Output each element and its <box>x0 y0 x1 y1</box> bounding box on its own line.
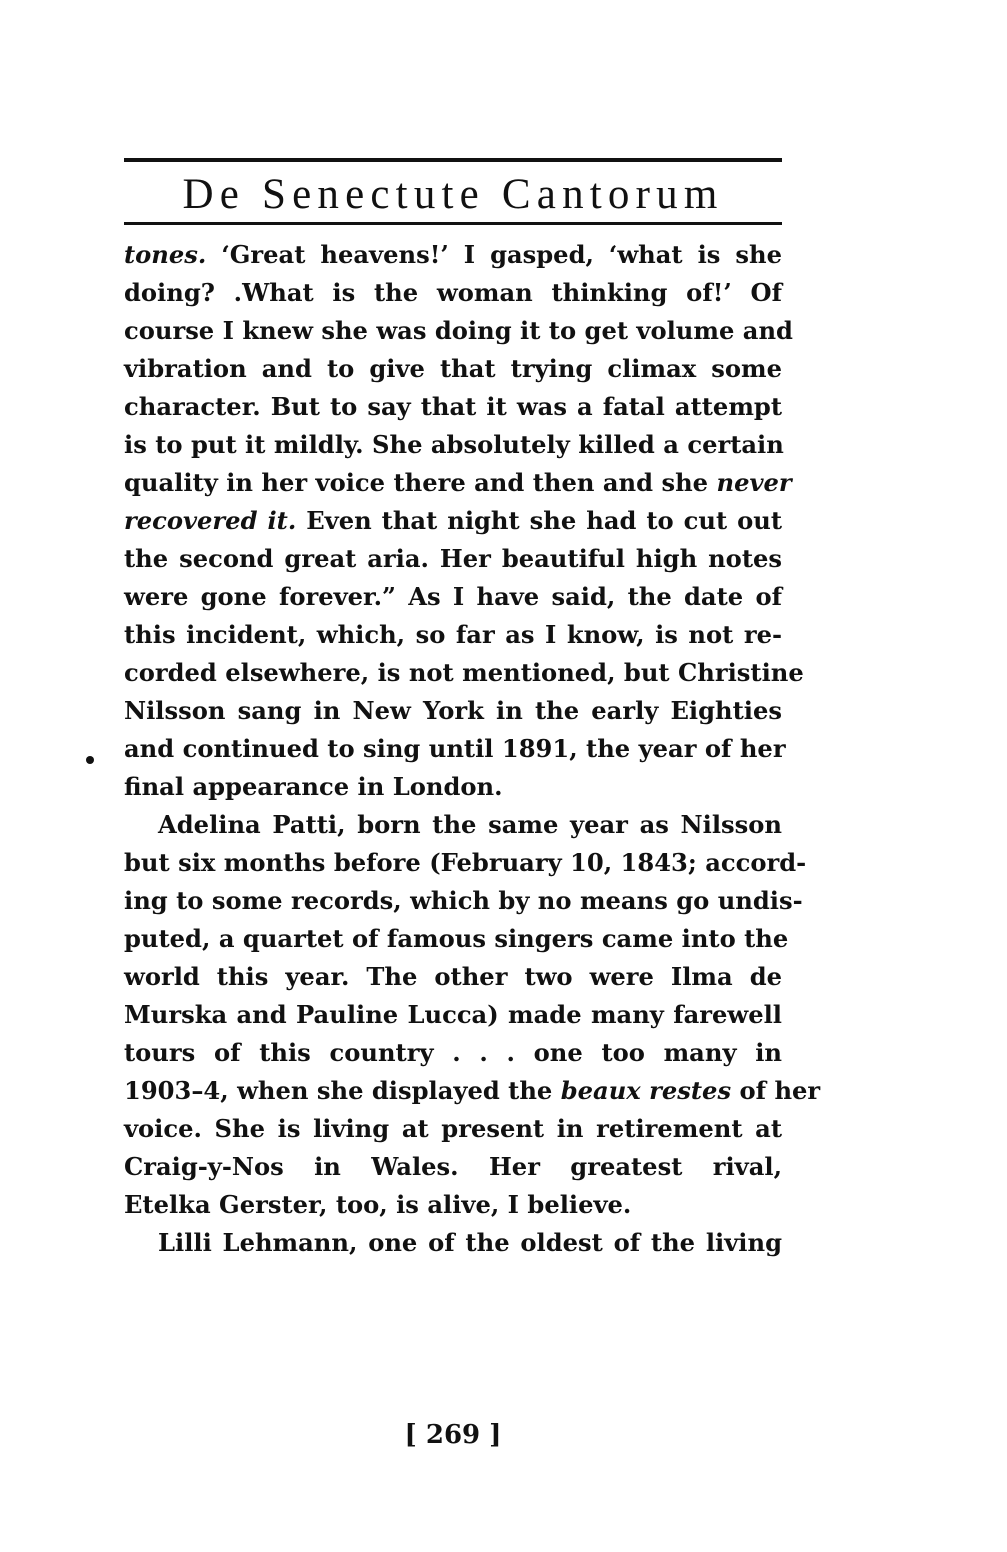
header-rule-bottom <box>124 222 782 225</box>
text-line: 1903–4, when she displayed the beaux restes of her <box>124 1076 821 1105</box>
text-line: Lilli Lehmann, one of the oldest of the living <box>158 1228 782 1257</box>
body-text <box>124 236 821 1262</box>
text-line: puted, a quartet of famous singers came into the <box>124 924 789 953</box>
text-line: doing? .What is the woman thinking of!’ Of <box>124 278 782 307</box>
italic-word: tones. <box>124 240 207 269</box>
text-line: Adelina Patti, born the same year as Nilsson <box>158 810 782 839</box>
text-line: Etelka Gerster, too, is alive, I believe. <box>124 1190 632 1219</box>
text-line: character. But to say that it was a fatal attempt <box>124 392 782 421</box>
text-line: tones. ‘Great heavens!’ I gasped, ‘what is she <box>124 240 782 269</box>
text-line: ing to some records, which by no means go undis- <box>124 886 803 915</box>
text-line: Nilsson sang in New York in the early Eighties <box>124 696 782 725</box>
text-line: corded elsewhere, is not mentioned, but Christine <box>124 658 804 687</box>
text-line: vibration and to give that trying climax some <box>124 354 782 383</box>
text-line: this incident, which, so far as I know, is not re- <box>124 620 782 649</box>
italic-word: recovered it. <box>124 506 297 535</box>
text-line: is to put it mildly. She absolutely killed a certain <box>124 430 784 459</box>
page-number: [ 269 ] <box>404 1420 502 1450</box>
text-line: Murska and Pauline Lucca) made many farewell <box>124 1000 782 1029</box>
text-line: recovered it. Even that night she had to cut out <box>124 506 783 535</box>
text-line: quality in her voice there and then and she never <box>124 468 792 497</box>
text-line: final appearance in London. <box>124 772 503 801</box>
text-line: but six months before (February 10, 1843; accord- <box>124 848 807 877</box>
margin-dot-mark <box>86 756 94 764</box>
text-line: course I knew she was doing it to get volume and <box>124 316 793 345</box>
text-line: and continued to sing until 1891, the year of her <box>124 734 786 763</box>
text-line: voice. She is living at present in retirement at <box>124 1114 782 1143</box>
running-title: De Senectute Cantorum <box>182 171 724 218</box>
text-line: Craig-y-Nos in Wales. Her greatest rival, <box>124 1152 782 1181</box>
italic-phrase: beaux restes <box>560 1076 732 1105</box>
italic-word: never <box>716 468 792 497</box>
text-line: world this year. The other two were Ilma de <box>124 962 782 991</box>
header-rule-top <box>124 158 782 162</box>
text-line: were gone forever.” As I have said, the date of <box>124 582 782 611</box>
text-line: the second great aria. Her beautiful high notes <box>124 544 782 573</box>
text-line: tours of this country . . . one too many in <box>124 1038 782 1067</box>
